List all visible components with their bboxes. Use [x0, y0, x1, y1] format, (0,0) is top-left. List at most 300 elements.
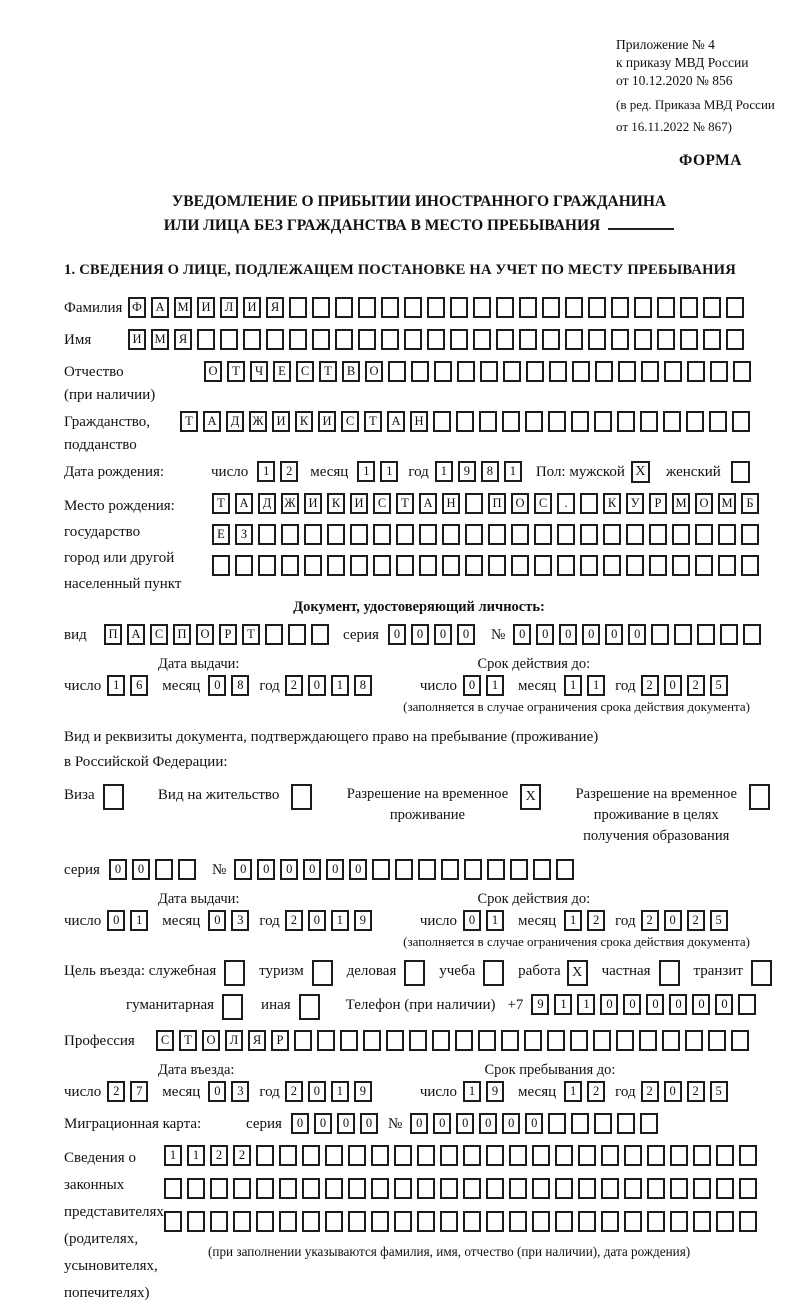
char-cell[interactable]: [593, 1030, 611, 1051]
char-cell[interactable]: 0: [502, 1113, 520, 1134]
char-cell[interactable]: [381, 329, 399, 350]
char-cell[interactable]: 1: [564, 910, 582, 931]
char-cell[interactable]: 9: [354, 1081, 372, 1102]
char-cell[interactable]: 5: [710, 1081, 728, 1102]
char-cell[interactable]: [743, 624, 761, 645]
char-cell[interactable]: [463, 1145, 481, 1166]
char-cell[interactable]: [327, 555, 345, 576]
char-cell[interactable]: С: [341, 411, 359, 432]
char-cell[interactable]: 2: [587, 910, 605, 931]
char-cell[interactable]: 1: [331, 1081, 349, 1102]
char-cell[interactable]: 2: [285, 910, 303, 931]
char-cell[interactable]: 0: [457, 624, 475, 645]
char-cell[interactable]: 9: [458, 461, 476, 482]
char-cell[interactable]: [663, 411, 681, 432]
char-cell[interactable]: [442, 524, 460, 545]
char-cell[interactable]: [739, 1145, 757, 1166]
char-cell[interactable]: [697, 624, 715, 645]
char-cell[interactable]: 2: [285, 675, 303, 696]
char-cell[interactable]: [565, 297, 583, 318]
char-cell[interactable]: 0: [308, 1081, 326, 1102]
char-cell[interactable]: 0: [525, 1113, 543, 1134]
char-cell[interactable]: [510, 859, 528, 880]
char-cell[interactable]: [542, 329, 560, 350]
purpose-private-checkbox[interactable]: [659, 960, 680, 986]
char-cell[interactable]: [327, 524, 345, 545]
char-cell[interactable]: Р: [219, 624, 237, 645]
char-cell[interactable]: 2: [687, 1081, 705, 1102]
char-cell[interactable]: [595, 361, 613, 382]
char-cell[interactable]: Я: [248, 1030, 266, 1051]
char-cell[interactable]: [340, 1030, 358, 1051]
char-cell[interactable]: И: [304, 493, 322, 514]
char-cell[interactable]: [657, 329, 675, 350]
char-cell[interactable]: [641, 361, 659, 382]
char-cell[interactable]: [442, 555, 460, 576]
char-cell[interactable]: Р: [271, 1030, 289, 1051]
char-cell[interactable]: [348, 1145, 366, 1166]
char-cell[interactable]: [371, 1211, 389, 1232]
char-cell[interactable]: 0: [559, 624, 577, 645]
char-cell[interactable]: [693, 1211, 711, 1232]
char-cell[interactable]: [409, 1030, 427, 1051]
char-cell[interactable]: И: [243, 297, 261, 318]
char-cell[interactable]: 0: [107, 910, 125, 931]
char-cell[interactable]: [463, 1211, 481, 1232]
char-cell[interactable]: [302, 1211, 320, 1232]
char-cell[interactable]: [526, 361, 544, 382]
char-cell[interactable]: Т: [364, 411, 382, 432]
char-cell[interactable]: [265, 624, 283, 645]
char-cell[interactable]: 0: [479, 1113, 497, 1134]
char-cell[interactable]: А: [387, 411, 405, 432]
char-cell[interactable]: [433, 411, 451, 432]
char-cell[interactable]: [312, 329, 330, 350]
char-cell[interactable]: 1: [107, 675, 125, 696]
char-cell[interactable]: [479, 411, 497, 432]
char-cell[interactable]: [718, 524, 736, 545]
char-cell[interactable]: О: [202, 1030, 220, 1051]
char-cell[interactable]: М: [718, 493, 736, 514]
char-cell[interactable]: Н: [410, 411, 428, 432]
char-cell[interactable]: [279, 1211, 297, 1232]
char-cell[interactable]: 2: [641, 675, 659, 696]
char-cell[interactable]: [617, 411, 635, 432]
char-cell[interactable]: [534, 524, 552, 545]
char-cell[interactable]: [548, 1113, 566, 1134]
char-cell[interactable]: [708, 1030, 726, 1051]
char-cell[interactable]: [256, 1178, 274, 1199]
char-cell[interactable]: [555, 1211, 573, 1232]
char-cell[interactable]: [371, 1178, 389, 1199]
char-cell[interactable]: [311, 624, 329, 645]
char-cell[interactable]: [626, 524, 644, 545]
char-cell[interactable]: 1: [130, 910, 148, 931]
char-cell[interactable]: 2: [285, 1081, 303, 1102]
char-cell[interactable]: 1: [504, 461, 522, 482]
char-cell[interactable]: [457, 361, 475, 382]
edu-permit-checkbox[interactable]: [749, 784, 770, 810]
char-cell[interactable]: Б: [741, 493, 759, 514]
char-cell[interactable]: 1: [587, 675, 605, 696]
char-cell[interactable]: П: [104, 624, 122, 645]
char-cell[interactable]: [289, 329, 307, 350]
char-cell[interactable]: 1: [257, 461, 275, 482]
char-cell[interactable]: [687, 361, 705, 382]
char-cell[interactable]: [488, 555, 506, 576]
char-cell[interactable]: А: [127, 624, 145, 645]
char-cell[interactable]: [710, 361, 728, 382]
char-cell[interactable]: 0: [388, 624, 406, 645]
char-cell[interactable]: [503, 361, 521, 382]
char-cell[interactable]: [404, 329, 422, 350]
char-cell[interactable]: [302, 1178, 320, 1199]
char-cell[interactable]: [718, 555, 736, 576]
char-cell[interactable]: Ж: [281, 493, 299, 514]
char-cell[interactable]: [519, 329, 537, 350]
char-cell[interactable]: [465, 524, 483, 545]
char-cell[interactable]: [394, 1145, 412, 1166]
char-cell[interactable]: [395, 859, 413, 880]
char-cell[interactable]: [348, 1211, 366, 1232]
char-cell[interactable]: [571, 1113, 589, 1134]
char-cell[interactable]: [418, 859, 436, 880]
char-cell[interactable]: У: [626, 493, 644, 514]
char-cell[interactable]: К: [327, 493, 345, 514]
char-cell[interactable]: 2: [280, 461, 298, 482]
purpose-business-checkbox[interactable]: [404, 960, 425, 986]
char-cell[interactable]: 2: [107, 1081, 125, 1102]
char-cell[interactable]: [456, 411, 474, 432]
char-cell[interactable]: [427, 297, 445, 318]
purpose-work-checkbox[interactable]: X: [567, 960, 588, 986]
char-cell[interactable]: 0: [463, 675, 481, 696]
char-cell[interactable]: [304, 524, 322, 545]
char-cell[interactable]: [289, 297, 307, 318]
char-cell[interactable]: [388, 361, 406, 382]
char-cell[interactable]: [733, 361, 751, 382]
char-cell[interactable]: 0: [234, 859, 252, 880]
char-cell[interactable]: [731, 1030, 749, 1051]
char-cell[interactable]: [404, 297, 422, 318]
char-cell[interactable]: [557, 555, 575, 576]
char-cell[interactable]: 1: [564, 675, 582, 696]
char-cell[interactable]: [532, 1178, 550, 1199]
char-cell[interactable]: [739, 1211, 757, 1232]
char-cell[interactable]: [419, 524, 437, 545]
char-cell[interactable]: 0: [692, 994, 710, 1015]
char-cell[interactable]: [441, 859, 459, 880]
char-cell[interactable]: [662, 1030, 680, 1051]
char-cell[interactable]: 0: [646, 994, 664, 1015]
char-cell[interactable]: 2: [587, 1081, 605, 1102]
purpose-tourism-checkbox[interactable]: [312, 960, 333, 986]
char-cell[interactable]: [450, 297, 468, 318]
char-cell[interactable]: 2: [210, 1145, 228, 1166]
char-cell[interactable]: [304, 555, 322, 576]
char-cell[interactable]: [496, 297, 514, 318]
char-cell[interactable]: [511, 524, 529, 545]
char-cell[interactable]: [548, 411, 566, 432]
char-cell[interactable]: [680, 297, 698, 318]
char-cell[interactable]: [473, 329, 491, 350]
char-cell[interactable]: [640, 1113, 658, 1134]
char-cell[interactable]: [465, 493, 483, 514]
char-cell[interactable]: [674, 624, 692, 645]
char-cell[interactable]: [440, 1178, 458, 1199]
char-cell[interactable]: [281, 524, 299, 545]
char-cell[interactable]: О: [196, 624, 214, 645]
char-cell[interactable]: [210, 1211, 228, 1232]
char-cell[interactable]: 0: [664, 910, 682, 931]
char-cell[interactable]: [417, 1178, 435, 1199]
char-cell[interactable]: [647, 1145, 665, 1166]
char-cell[interactable]: К: [603, 493, 621, 514]
char-cell[interactable]: [557, 524, 575, 545]
char-cell[interactable]: [210, 1178, 228, 1199]
char-cell[interactable]: [509, 1211, 527, 1232]
char-cell[interactable]: [243, 329, 261, 350]
char-cell[interactable]: [626, 555, 644, 576]
char-cell[interactable]: [670, 1145, 688, 1166]
char-cell[interactable]: [670, 1178, 688, 1199]
char-cell[interactable]: 1: [331, 910, 349, 931]
char-cell[interactable]: Р: [649, 493, 667, 514]
char-cell[interactable]: 0: [715, 994, 733, 1015]
char-cell[interactable]: [325, 1178, 343, 1199]
char-cell[interactable]: [187, 1211, 205, 1232]
char-cell[interactable]: [478, 1030, 496, 1051]
char-cell[interactable]: [547, 1030, 565, 1051]
char-cell[interactable]: Е: [212, 524, 230, 545]
char-cell[interactable]: [396, 555, 414, 576]
char-cell[interactable]: Ф: [128, 297, 146, 318]
char-cell[interactable]: [580, 493, 598, 514]
char-cell[interactable]: М: [151, 329, 169, 350]
residence-permit-checkbox[interactable]: [291, 784, 312, 810]
char-cell[interactable]: Т: [396, 493, 414, 514]
char-cell[interactable]: [640, 411, 658, 432]
char-cell[interactable]: [726, 329, 744, 350]
char-cell[interactable]: 0: [605, 624, 623, 645]
char-cell[interactable]: [373, 524, 391, 545]
char-cell[interactable]: О: [511, 493, 529, 514]
char-cell[interactable]: [542, 297, 560, 318]
char-cell[interactable]: П: [488, 493, 506, 514]
char-cell[interactable]: Т: [227, 361, 245, 382]
char-cell[interactable]: [279, 1178, 297, 1199]
char-cell[interactable]: [465, 555, 483, 576]
char-cell[interactable]: 8: [354, 675, 372, 696]
char-cell[interactable]: 7: [130, 1081, 148, 1102]
char-cell[interactable]: [455, 1030, 473, 1051]
char-cell[interactable]: [578, 1178, 596, 1199]
char-cell[interactable]: К: [295, 411, 313, 432]
char-cell[interactable]: А: [419, 493, 437, 514]
char-cell[interactable]: 0: [664, 1081, 682, 1102]
char-cell[interactable]: [664, 361, 682, 382]
char-cell[interactable]: [487, 859, 505, 880]
char-cell[interactable]: [649, 524, 667, 545]
char-cell[interactable]: [741, 555, 759, 576]
visa-checkbox[interactable]: [103, 784, 124, 810]
char-cell[interactable]: [685, 1030, 703, 1051]
purpose-official-checkbox[interactable]: [224, 960, 245, 986]
char-cell[interactable]: [693, 1178, 711, 1199]
char-cell[interactable]: 0: [536, 624, 554, 645]
char-cell[interactable]: Ч: [250, 361, 268, 382]
char-cell[interactable]: С: [296, 361, 314, 382]
sex-female-checkbox[interactable]: [731, 461, 750, 483]
char-cell[interactable]: [155, 859, 173, 880]
char-cell[interactable]: 0: [109, 859, 127, 880]
char-cell[interactable]: Я: [174, 329, 192, 350]
char-cell[interactable]: [565, 329, 583, 350]
char-cell[interactable]: [381, 297, 399, 318]
char-cell[interactable]: [601, 1211, 619, 1232]
char-cell[interactable]: 1: [564, 1081, 582, 1102]
char-cell[interactable]: 0: [208, 910, 226, 931]
char-cell[interactable]: [732, 411, 750, 432]
char-cell[interactable]: Т: [212, 493, 230, 514]
char-cell[interactable]: 6: [130, 675, 148, 696]
char-cell[interactable]: П: [173, 624, 191, 645]
char-cell[interactable]: [480, 361, 498, 382]
char-cell[interactable]: [178, 859, 196, 880]
char-cell[interactable]: [279, 1145, 297, 1166]
char-cell[interactable]: [693, 1145, 711, 1166]
char-cell[interactable]: [534, 555, 552, 576]
char-cell[interactable]: [709, 411, 727, 432]
char-cell[interactable]: [197, 329, 215, 350]
char-cell[interactable]: 1: [577, 994, 595, 1015]
char-cell[interactable]: Е: [273, 361, 291, 382]
char-cell[interactable]: [233, 1211, 251, 1232]
char-cell[interactable]: [432, 1030, 450, 1051]
char-cell[interactable]: [417, 1211, 435, 1232]
char-cell[interactable]: 5: [710, 910, 728, 931]
char-cell[interactable]: [647, 1178, 665, 1199]
char-cell[interactable]: А: [235, 493, 253, 514]
char-cell[interactable]: [288, 624, 306, 645]
char-cell[interactable]: [473, 297, 491, 318]
char-cell[interactable]: [358, 329, 376, 350]
char-cell[interactable]: [212, 555, 230, 576]
char-cell[interactable]: 0: [628, 624, 646, 645]
char-cell[interactable]: [594, 1113, 612, 1134]
char-cell[interactable]: [601, 1145, 619, 1166]
char-cell[interactable]: З: [235, 524, 253, 545]
char-cell[interactable]: [670, 1211, 688, 1232]
char-cell[interactable]: [281, 555, 299, 576]
char-cell[interactable]: 9: [486, 1081, 504, 1102]
char-cell[interactable]: [532, 1145, 550, 1166]
char-cell[interactable]: [509, 1145, 527, 1166]
char-cell[interactable]: 8: [231, 675, 249, 696]
char-cell[interactable]: 2: [687, 910, 705, 931]
char-cell[interactable]: С: [534, 493, 552, 514]
char-cell[interactable]: [580, 555, 598, 576]
char-cell[interactable]: [419, 555, 437, 576]
char-cell[interactable]: [716, 1145, 734, 1166]
char-cell[interactable]: О: [695, 493, 713, 514]
char-cell[interactable]: 2: [641, 1081, 659, 1102]
purpose-other-checkbox[interactable]: [299, 994, 320, 1020]
char-cell[interactable]: [680, 329, 698, 350]
char-cell[interactable]: [570, 1030, 588, 1051]
char-cell[interactable]: [578, 1211, 596, 1232]
char-cell[interactable]: И: [350, 493, 368, 514]
char-cell[interactable]: [611, 329, 629, 350]
char-cell[interactable]: [317, 1030, 335, 1051]
char-cell[interactable]: [266, 329, 284, 350]
char-cell[interactable]: 0: [433, 1113, 451, 1134]
char-cell[interactable]: И: [128, 329, 146, 350]
char-cell[interactable]: [716, 1178, 734, 1199]
char-cell[interactable]: [726, 297, 744, 318]
char-cell[interactable]: [739, 1178, 757, 1199]
purpose-transit-checkbox[interactable]: [751, 960, 772, 986]
char-cell[interactable]: [695, 524, 713, 545]
char-cell[interactable]: [501, 1030, 519, 1051]
char-cell[interactable]: [256, 1145, 274, 1166]
char-cell[interactable]: 0: [349, 859, 367, 880]
char-cell[interactable]: С: [373, 493, 391, 514]
char-cell[interactable]: Т: [180, 411, 198, 432]
char-cell[interactable]: [363, 1030, 381, 1051]
char-cell[interactable]: Л: [220, 297, 238, 318]
char-cell[interactable]: [164, 1211, 182, 1232]
char-cell[interactable]: [464, 859, 482, 880]
char-cell[interactable]: [335, 329, 353, 350]
char-cell[interactable]: [651, 624, 669, 645]
char-cell[interactable]: [603, 524, 621, 545]
char-cell[interactable]: 0: [208, 675, 226, 696]
char-cell[interactable]: [634, 297, 652, 318]
char-cell[interactable]: 0: [308, 910, 326, 931]
char-cell[interactable]: [603, 555, 621, 576]
char-cell[interactable]: [519, 297, 537, 318]
char-cell[interactable]: [549, 361, 567, 382]
char-cell[interactable]: [463, 1178, 481, 1199]
char-cell[interactable]: [488, 524, 506, 545]
char-cell[interactable]: 0: [456, 1113, 474, 1134]
char-cell[interactable]: [716, 1211, 734, 1232]
char-cell[interactable]: [572, 361, 590, 382]
char-cell[interactable]: [695, 555, 713, 576]
char-cell[interactable]: [233, 1178, 251, 1199]
char-cell[interactable]: А: [203, 411, 221, 432]
char-cell[interactable]: [509, 1178, 527, 1199]
char-cell[interactable]: О: [204, 361, 222, 382]
char-cell[interactable]: [427, 329, 445, 350]
char-cell[interactable]: [524, 1030, 542, 1051]
char-cell[interactable]: [611, 297, 629, 318]
char-cell[interactable]: 0: [463, 910, 481, 931]
char-cell[interactable]: [617, 1113, 635, 1134]
sex-male-checkbox[interactable]: X: [631, 461, 650, 483]
char-cell[interactable]: [350, 555, 368, 576]
char-cell[interactable]: [258, 524, 276, 545]
char-cell[interactable]: [533, 859, 551, 880]
char-cell[interactable]: Я: [266, 297, 284, 318]
char-cell[interactable]: [639, 1030, 657, 1051]
char-cell[interactable]: С: [150, 624, 168, 645]
char-cell[interactable]: [634, 329, 652, 350]
char-cell[interactable]: М: [174, 297, 192, 318]
char-cell[interactable]: [411, 361, 429, 382]
char-cell[interactable]: [325, 1145, 343, 1166]
